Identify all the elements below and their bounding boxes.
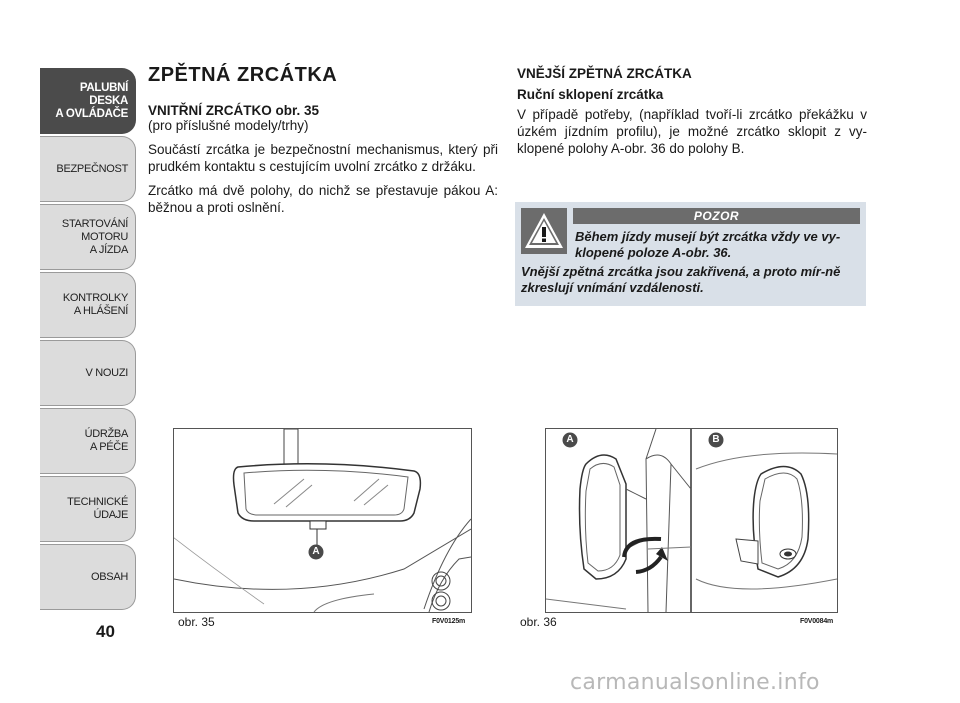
chapter-tabs [40,68,136,612]
figure-36-exterior-mirror [520,428,838,629]
paragraph-positions: Zrcátko má dvě polohy, do nichž se přestavuje pákou A: běžnou a proti oslnění. [148,183,498,215]
warning-text-position: Během jízdy musejí být zrcátka vždy ve vy-klopené poloze A-obr. 36. [575,229,841,260]
warning-box [515,202,866,306]
warning-title: POZOR [573,208,860,224]
section-heading-interior-mirror: VNITŘNÍ ZRCÁTKO obr. 35 [148,103,320,118]
tab-palubni-deska[interactable]: PALUBNÍ DESKA A OVLÁDAČE [40,68,136,134]
right-column [517,66,867,164]
interior-mirror-illustration [174,429,471,612]
paragraph-safety-mechanism: Součástí zrcátka je bezpečnostní mechanismus, který při prudkém kontaktu s cestujícím uvolní zrcátko z držáku. [148,142,498,174]
figure-36-code: F0V0084m [800,618,834,625]
tab-kontrolky[interactable]: KONTROLKY A HLÁŠENÍ [40,272,136,338]
section-subheading-manual-folding: Ruční sklopení zrcátka [517,87,664,102]
exterior-mirror-illustration [546,429,837,612]
marker-a-label-fig36: A [566,434,574,445]
marker-a-label: A [312,546,320,557]
figure-36-label: obr. 36 [520,615,557,629]
paragraph-folding: V případě potřeby, (například tvoří-li zrcátko překážku v úzkém jízdním profilu), je možné zrcátko sklopit z vy-klopené polohy A-obr. 36 do polohy B. [517,107,867,156]
page-number: 40 [96,622,115,641]
warning-triangle-icon [521,208,567,254]
tab-bezpecnost[interactable]: BEZPEČNOST [40,136,136,202]
figure-35-code: F0V0125m [432,618,466,625]
tab-obsah[interactable]: OBSAH [40,544,136,610]
section-subheading: (pro příslušné modely/trhy) [148,118,309,133]
left-column [148,64,498,223]
tab-udrzba[interactable]: ÚDRŽBA A PÉČE [40,408,136,474]
tab-startovani[interactable]: STARTOVÁNÍ MOTORU A JÍZDA [40,204,136,270]
warning-text-distortion: Vnější zpětná zrcátka jsou zakřivená, a proto mír-ně zkreslují vnímání vzdálenosti. [521,264,841,295]
tab-technicke-udaje[interactable]: TECHNICKÉ ÚDAJE [40,476,136,542]
tab-v-nouzi[interactable]: V NOUZI [40,340,136,406]
page-title: ZPĚTNÁ ZRCÁTKA [148,64,338,86]
section-heading-exterior-mirrors: VNĚJŠÍ ZPĚTNÁ ZRCÁTKA [517,66,692,81]
figure-35-label: obr. 35 [178,615,215,629]
watermark: carmanualsonline.info [570,670,820,695]
figure-35-interior-mirror [173,428,472,629]
marker-b-label-fig36: B [712,434,720,445]
